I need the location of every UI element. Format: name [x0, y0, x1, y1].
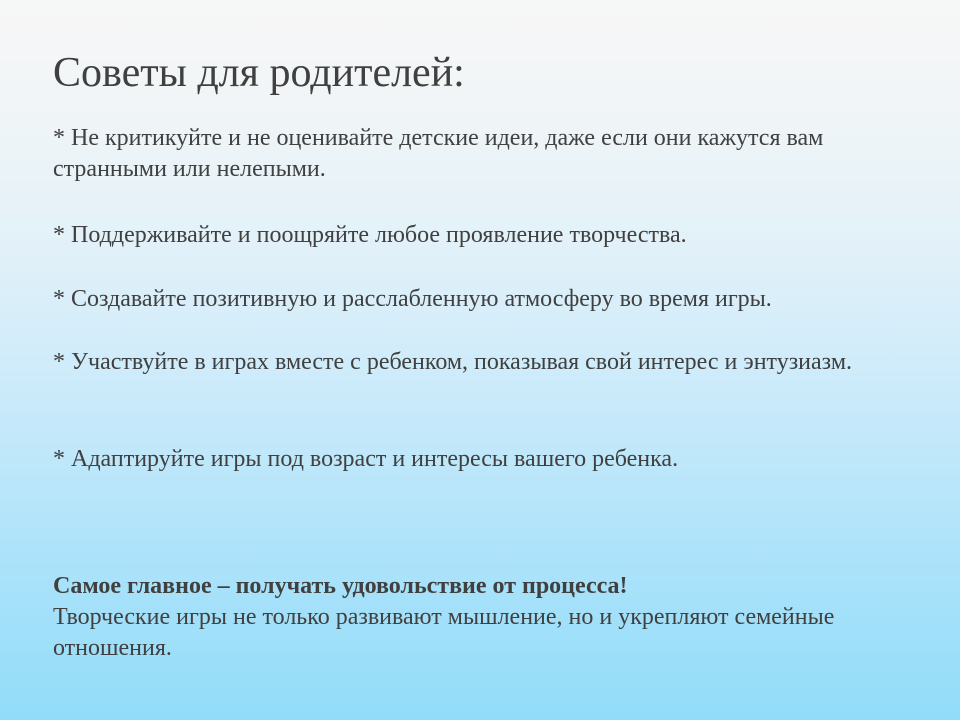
tip-item-2: * Поддерживайте и поощряйте любое проявление творчества.	[53, 222, 687, 248]
tip-item-3: * Создавайте позитивную и расслабленную атмосферу во время игры.	[53, 286, 772, 312]
tip-item-5: * Адаптируйте игры под возраст и интересы вашего ребенка.	[53, 446, 679, 472]
conclusion-text: Творческие игры не только развивают мышление, но и укрепляют семейные отношения.	[53, 604, 835, 661]
conclusion-headline: Самое главное – получать удовольствие от процесса!	[53, 573, 628, 599]
conclusion	[53, 571, 913, 664]
tip-item-4: * Участвуйте в играх вместе с ребенком, показывая свой интерес и энтузиазм.	[53, 349, 853, 375]
tip-item-1: * Не критикуйте и не оценивайте детские идеи, даже если они кажутся вам странными или нелепыми.	[53, 125, 824, 182]
slide-title: Советы для родителей:	[53, 50, 465, 96]
